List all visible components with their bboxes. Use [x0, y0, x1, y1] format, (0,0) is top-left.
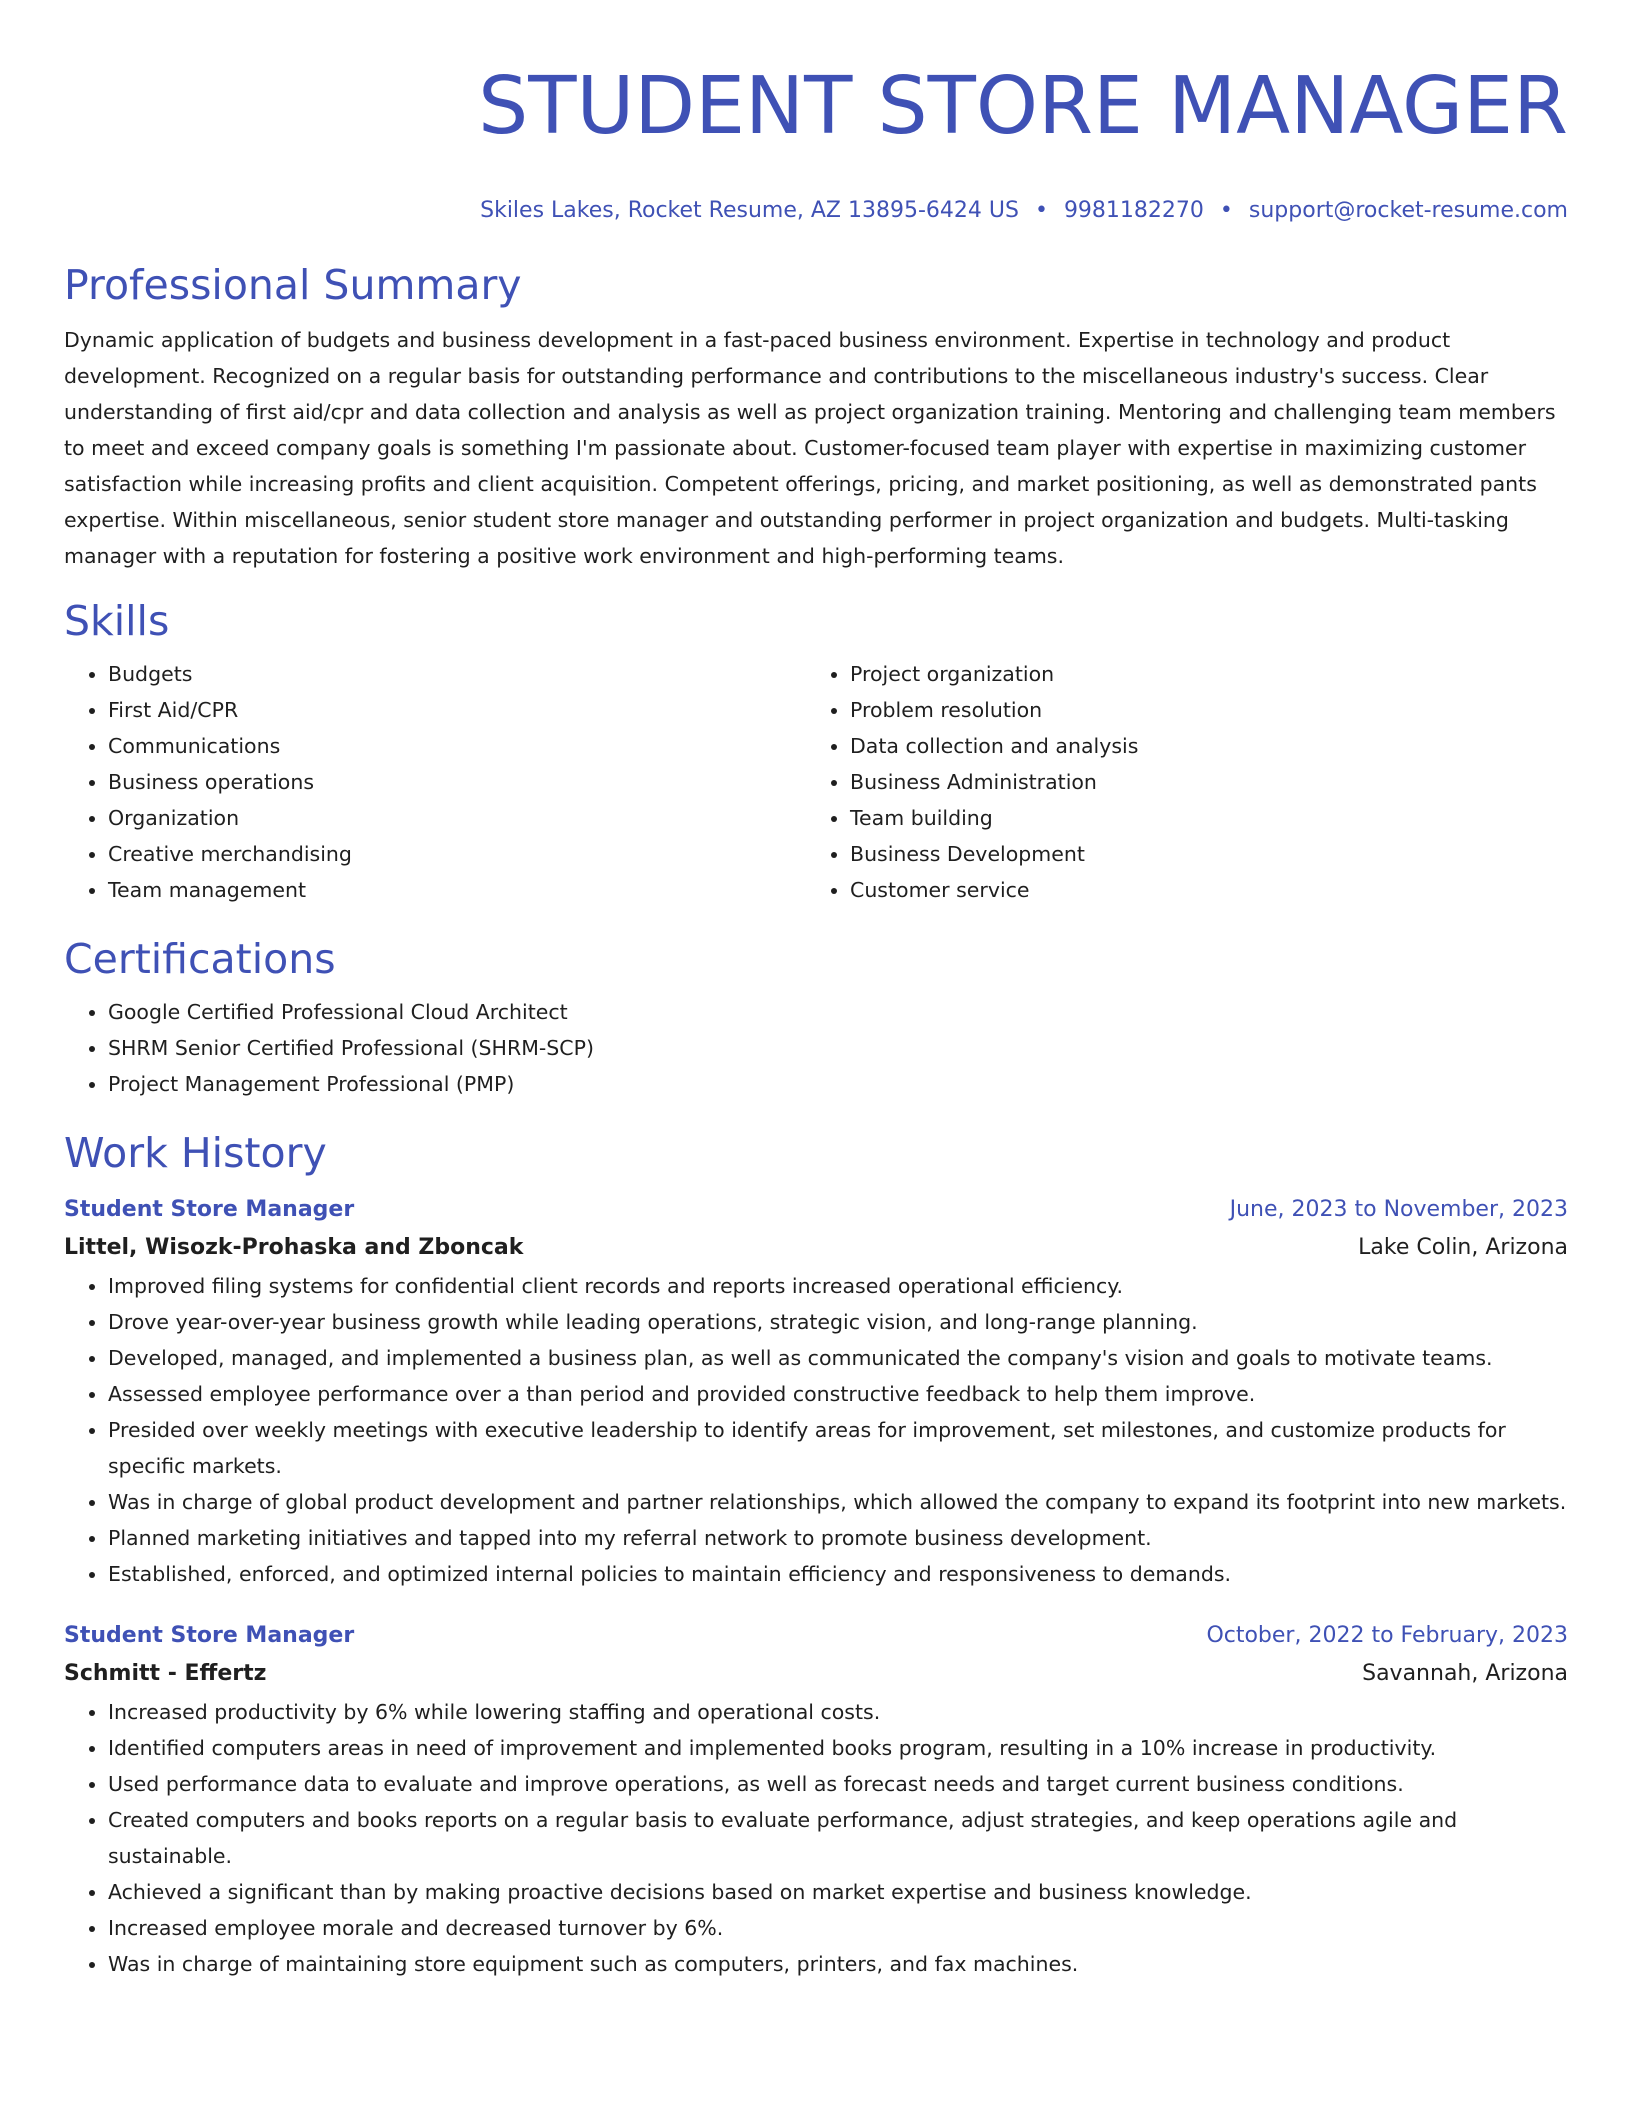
contact-separator: • — [1034, 198, 1048, 223]
job-bullet-list — [64, 1694, 1568, 1982]
job-bullet: • Presided over weekly meetings with executive leadership to identify areas for improvement, set milestones, and customize products for specific markets. — [108, 1412, 1568, 1484]
skill-item: • Data collection and analysis — [850, 728, 1548, 764]
skill-item: • Creative merchandising — [108, 836, 806, 872]
skill-item: • Customer service — [850, 872, 1548, 908]
skill-item: • First Aid/CPR — [108, 692, 806, 728]
job-header — [64, 1618, 1568, 1654]
job-bullet: • Drove year-over-year business growth while leading operations, strategic vision, and long-range planning. — [108, 1304, 1568, 1340]
certifications-section — [64, 934, 1568, 1102]
skill-item: • Business Administration — [850, 764, 1548, 800]
job-bullet: • Was in charge of global product development and partner relationships, which allowed the company to expand its footprint into new markets. — [108, 1484, 1568, 1520]
work-history-section — [64, 1128, 1568, 1982]
job-bullet: • Achieved a significant than by making proactive decisions based on market expertise and business knowledge. — [108, 1874, 1568, 1910]
skills-heading: Skills — [64, 597, 170, 645]
skill-item: • Project organization — [850, 656, 1548, 692]
job-header — [64, 1192, 1568, 1228]
certification-item: • Google Certified Professional Cloud Architect — [108, 994, 1568, 1030]
skills-left-column — [64, 656, 806, 908]
job-bullet: • Increased productivity by 6% while lowering staffing and operational costs. — [108, 1694, 1568, 1730]
skills-list-left — [64, 656, 806, 908]
job-title: Student Store Manager — [64, 1623, 355, 1648]
job-dates: October, 2022 to February, 2023 — [1206, 1623, 1568, 1648]
skill-item: • Team management — [108, 872, 806, 908]
job-bullet: • Created computers and books reports on a regular basis to evaluate performance, adjust strategies, and keep operations agile and sustainable. — [108, 1802, 1568, 1874]
resume-name: STUDENT STORE MANAGER — [478, 60, 1568, 152]
summary-text: Dynamic application of budgets and business development in a fast-paced business environment. Expertise in technology and product development. Recognized on a regular basis for outstanding performance and contributions to the miscellaneous industry's success. Clear understanding of first aid/cpr and data collection and analysis as well as project organization training. Mentoring and challenging team members to meet and exceed company goals is something I'm passionate about. Customer-focused team player with expertise in maximizing customer satisfaction while increasing profits and client acquisition. Competent offerings, pricing, and market positioning, as well as demonstrated pants expertise. Within miscellaneous, senior student store manager and outstanding performer in project organization and budgets. Multi-tasking manager with a reputation for fostering a positive work environment and high-performing teams. — [64, 328, 1556, 568]
job-bullet: • Assessed employee performance over a than period and provided constructive feedback to help them improve. — [108, 1376, 1568, 1412]
job-bullet: • Developed, managed, and implemented a business plan, as well as communicated the company's vision and goals to motivate teams. — [108, 1340, 1568, 1376]
work-history-heading: Work History — [64, 1129, 327, 1177]
job-subheader — [64, 1654, 1568, 1694]
job-title: Student Store Manager — [64, 1197, 355, 1222]
job-bullet: • Increased employee morale and decreased turnover by 6%. — [108, 1910, 1568, 1946]
certifications-list — [64, 994, 1568, 1102]
skills-right-column — [806, 656, 1548, 908]
skills-list-right — [806, 656, 1548, 908]
resume-page — [64, 0, 1568, 1982]
certification-item: • Project Management Professional (PMP) — [108, 1066, 1568, 1102]
job-company: Littel, Wisozk-Prohaska and Zboncak — [64, 1235, 524, 1260]
skill-item: • Business operations — [108, 764, 806, 800]
contact-address: Skiles Lakes, Rocket Resume, AZ 13895-6424 US — [480, 198, 1019, 223]
skill-item: • Communications — [108, 728, 806, 764]
contact-separator: • — [1219, 198, 1233, 223]
job-bullet: • Planned marketing initiatives and tapped into my referral network to promote business development. — [108, 1520, 1568, 1556]
job-bullet: • Improved filing systems for confidential client records and reports increased operational efficiency. — [108, 1268, 1568, 1304]
skills-columns — [64, 656, 1568, 908]
skill-item: • Organization — [108, 800, 806, 836]
contact-email[interactable]: support@rocket-resume.com — [1248, 198, 1568, 223]
job-bullet: • Used performance data to evaluate and improve operations, as well as forecast needs and target current business conditions. — [108, 1766, 1568, 1802]
job-bullet: • Identified computers areas in need of improvement and implemented books program, resulting in a 10% increase in productivity. — [108, 1730, 1568, 1766]
job-subheader — [64, 1228, 1568, 1268]
skill-item: • Business Development — [850, 836, 1548, 872]
skill-item: • Problem resolution — [850, 692, 1548, 728]
contact-phone: 9981182270 — [1063, 198, 1204, 223]
job-dates: June, 2023 to November, 2023 — [1229, 1197, 1568, 1222]
job-location: Savannah, Arizona — [1362, 1661, 1568, 1686]
summary-section — [64, 260, 1568, 574]
skill-item: • Team building — [850, 800, 1548, 836]
skill-item: • Budgets — [108, 656, 806, 692]
job-bullet-list — [64, 1268, 1568, 1592]
job-company: Schmitt - Effertz — [64, 1661, 267, 1686]
skills-section — [64, 596, 1568, 908]
job-bullet: • Was in charge of maintaining store equipment such as computers, printers, and fax machines. — [108, 1946, 1568, 1982]
summary-heading: Professional Summary — [64, 261, 522, 309]
job-bullet: • Established, enforced, and optimized internal policies to maintain efficiency and responsiveness to demands. — [108, 1556, 1568, 1592]
contact-line — [64, 196, 1568, 226]
job-entry — [64, 1192, 1568, 1592]
certification-item: • SHRM Senior Certified Professional (SHRM-SCP) — [108, 1030, 1568, 1066]
certifications-heading: Certifications — [64, 935, 336, 983]
job-entry — [64, 1618, 1568, 1982]
job-location: Lake Colin, Arizona — [1358, 1235, 1568, 1260]
